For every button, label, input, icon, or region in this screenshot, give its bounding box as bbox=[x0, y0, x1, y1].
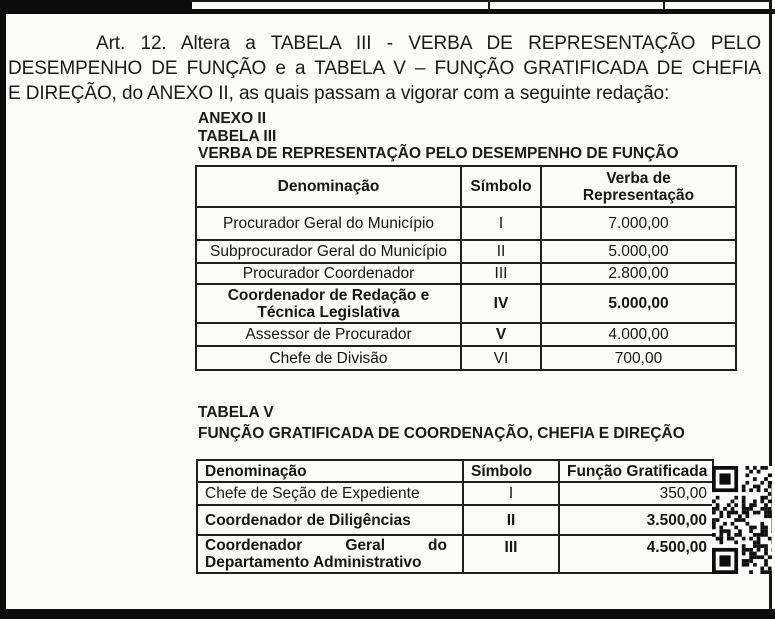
tabela-iii-table bbox=[195, 165, 737, 371]
table-row: Coordenador de Diligências II 3.500,00 bbox=[197, 505, 713, 535]
anexo-ii-heading bbox=[198, 110, 679, 163]
heading-line: ANEXO II bbox=[198, 110, 267, 127]
header-funcao: Função Gratificada bbox=[559, 460, 713, 482]
paragraph-line: Art. 12. Altera a TABELA III - VERBA DE REPRESENTAÇÃO PELO bbox=[96, 33, 761, 54]
table-row: Chefe de Divisão VI 700,00 bbox=[196, 346, 736, 370]
previous-table-fragment-border bbox=[190, 0, 772, 2]
qr-code-pattern bbox=[712, 466, 772, 574]
heading-line: VERBA DE REPRESENTAÇÃO PELO DESEMPENHO DE FUNÇÃO bbox=[198, 145, 679, 162]
header-denominacao: Denominação bbox=[196, 166, 461, 207]
table-row: Subprocurador Geral do Município II 5.000,00 bbox=[196, 240, 736, 263]
page-frame-bottom bbox=[0, 609, 775, 619]
header-simbolo: Símbolo bbox=[463, 460, 559, 482]
page-frame-left bbox=[0, 0, 6, 619]
heading-line: FUNÇÃO GRATIFICADA DE COORDENAÇÃO, CHEFIA E DIREÇÃO bbox=[198, 425, 685, 442]
article-12-paragraph bbox=[8, 31, 761, 106]
qr-code bbox=[712, 466, 772, 574]
table-row: Procurador Coordenador III 2.800,00 bbox=[196, 263, 736, 284]
tabela-v-heading bbox=[198, 402, 685, 444]
tabela-v-table bbox=[196, 459, 714, 574]
header-denominacao: Denominação bbox=[197, 460, 463, 482]
heading-line: TABELA III bbox=[198, 127, 277, 145]
paragraph-line: E DIREÇÃO, do ANEXO II, as quais passam a vigorar com a seguinte redação: bbox=[8, 83, 670, 104]
header-simbolo: Símbolo bbox=[461, 166, 541, 207]
table-row: Procurador Geral do Município I 7.000,00 bbox=[196, 207, 736, 240]
table-header-row bbox=[197, 460, 713, 482]
header-verba: Verba de Representação bbox=[541, 166, 736, 207]
table-row: Coordenador de Redação e Técnica Legislativa IV 5.000,00 bbox=[196, 284, 736, 323]
paragraph-line: DESEMPENHO DE FUNÇÃO e a TABELA V – FUNÇÃO GRATIFICADA DE CHEFIA bbox=[8, 58, 761, 79]
heading-line: TABELA V bbox=[198, 404, 274, 421]
table-row: Assessor de Procurador V 4.000,00 bbox=[196, 323, 736, 346]
table-row: Chefe de Seção de Expediente I 350,00 bbox=[197, 482, 713, 505]
page-frame-top bbox=[0, 9, 775, 14]
table-header-row bbox=[196, 166, 736, 207]
table-row: Coordenador Geral do Departamento Administrativo III 4.500,00 bbox=[197, 535, 713, 573]
